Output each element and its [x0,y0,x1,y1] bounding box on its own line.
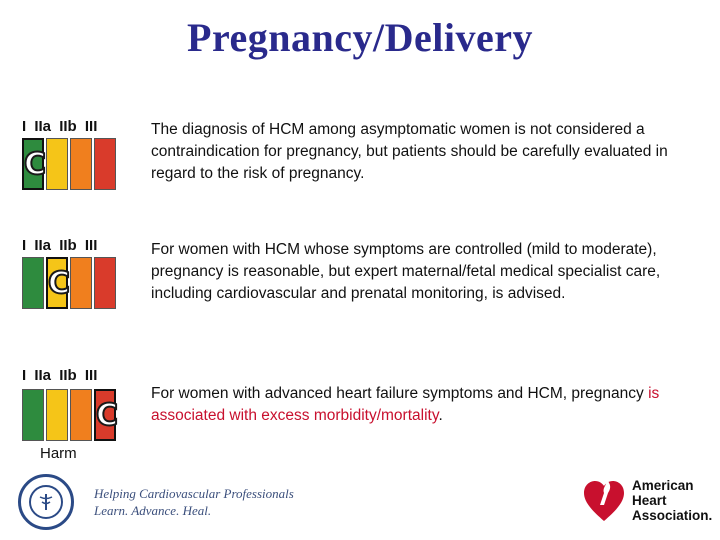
loe-letter: C [96,398,119,433]
recommendation-1-text: The diagnosis of HCM among asymptomatic women is not considered a contraindication for pregnancy, but patients should be carefully evaluated in regard to the risk of pregnancy. [151,121,668,182]
class-bars [22,138,122,190]
recommendation-2-text: For women with HCM whose symptoms are controlled (mild to moderate), pregnancy is reasonable, but expert maternal/fetal medical specialist care, including cardiovascular and prenatal monitoring, is advised. [151,241,661,302]
class-label-iii: III [84,367,98,384]
class-indicator-2 [22,237,122,309]
bar-class-iia [46,389,68,441]
bar-class-i [22,389,44,441]
rec3-text-after: . [438,407,443,424]
acc-footer [18,472,294,532]
class-label-i: I [22,237,27,254]
aha-logo [582,475,712,525]
class-label-iia: IIa [34,118,52,135]
rec3-text-before: For women with advanced heart failure symptoms and HCM, pregnancy [151,385,649,402]
rec3-text-highlight: is associated with excess morbidity/mortality [151,385,660,424]
slide-title: Pregnancy/Delivery [187,15,533,60]
class-label-i: I [22,118,27,135]
bar-class-iia [46,257,71,309]
class-label-iii: III [84,237,98,254]
bar-class-i [22,257,44,309]
aha-wordmark [632,478,712,523]
caduceus-icon [37,493,55,511]
acc-tagline-line2: Learn. Advance. Heal. [94,503,212,518]
bar-class-iib [70,257,92,309]
class-bars [22,389,122,439]
class-bars [22,257,122,309]
loe-letter: C [24,147,47,182]
class-label-iib: IIb [59,118,77,135]
bar-class-iib [70,138,92,190]
recommendation-3-text [151,383,671,427]
class-label-i: I [22,367,27,384]
class-label-iib: IIb [59,367,77,384]
aha-line2: Heart [632,492,667,508]
acc-seal-logo [18,474,74,530]
class-indicator-3 [22,367,122,462]
aha-line3: Association. [632,507,713,523]
harm-label: Harm [40,445,77,462]
acc-tagline-line1: Helping Cardiovascular Professionals [94,486,294,501]
class-label-iia: IIa [34,237,52,254]
class-labels [22,237,122,255]
bar-class-i [22,138,47,190]
class-indicator-1 [22,118,122,190]
class-labels [22,367,122,385]
bar-class-iii [94,138,116,190]
heart-torch-icon [582,475,626,525]
bar-class-iii [94,257,116,309]
class-label-iib: IIb [59,237,77,254]
bar-class-iia [46,138,68,190]
loe-letter: C [48,266,71,301]
bar-class-iib [70,389,92,441]
acc-tagline [94,485,294,519]
class-label-iia: IIa [34,367,52,384]
class-labels [22,118,122,136]
class-label-iii: III [84,118,98,135]
aha-line1: American [632,477,694,493]
bar-class-iii [94,389,119,441]
